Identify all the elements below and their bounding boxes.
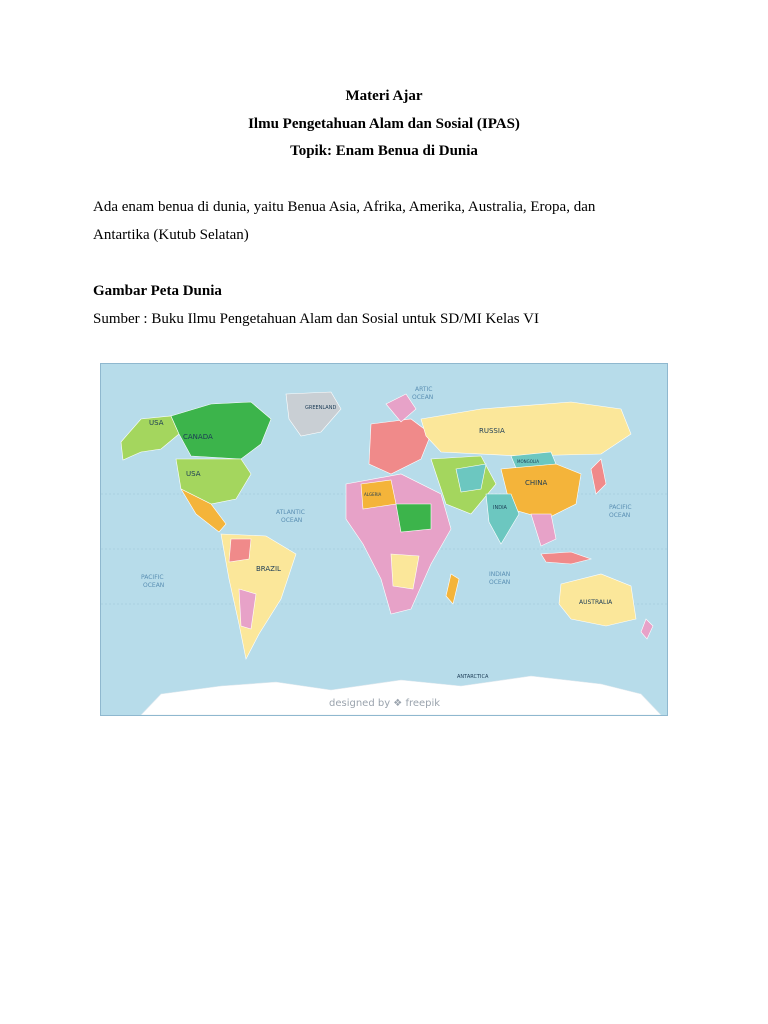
russia-shape	[421, 402, 631, 456]
world-map-image	[100, 363, 668, 716]
canada-shape	[171, 402, 271, 459]
freepik-watermark: designed by ❖ freepik	[329, 698, 441, 709]
label-usa: USA	[186, 470, 201, 478]
doc-title: Materi Ajar	[345, 88, 423, 104]
label-china: CHINA	[525, 479, 548, 487]
label-arctic-ocean-1: ARTIC	[415, 386, 433, 393]
world-map-svg	[101, 364, 667, 715]
map-source: Sumber : Buku Ilmu Pengetahuan Alam dan Sosial untuk SD/MI Kelas VI	[93, 311, 539, 327]
greenland-shape	[286, 392, 341, 436]
label-arctic-ocean-2: OCEAN	[412, 394, 434, 401]
label-australia: AUSTRALIA	[579, 599, 613, 606]
label-mongolia: MONGOLIA	[517, 459, 539, 464]
doc-topic: Topik: Enam Benua di Dunia	[290, 143, 478, 159]
label-indian-ocean-1: INDIAN	[489, 571, 511, 578]
label-greenland: GREENLAND	[305, 405, 337, 411]
label-brazil: BRAZIL	[256, 565, 281, 573]
label-indian-ocean-2: OCEAN	[489, 579, 511, 586]
label-russia: RUSSIA	[479, 427, 505, 435]
label-pacific-east-2: OCEAN	[609, 512, 631, 519]
intro-line-1: Ada enam benua di dunia, yaitu Benua Asia, Afrika, Amerika, Australia, Eropa, dan	[93, 199, 596, 215]
intro-line-2: Antartika (Kutub Selatan)	[93, 227, 249, 243]
doc-subject: Ilmu Pengetahuan Alam dan Sosial (IPAS)	[248, 116, 520, 132]
label-canada: CANADA	[183, 433, 213, 441]
label-atlantic-ocean-1: ATLANTIC	[276, 509, 306, 516]
antarctica-shape	[141, 676, 661, 715]
label-atlantic-ocean-2: OCEAN	[281, 517, 303, 524]
map-heading: Gambar Peta Dunia	[93, 283, 222, 299]
label-usa-alaska: USA	[149, 419, 164, 427]
intro-paragraph	[93, 193, 595, 249]
label-pacific-east-1: PACIFIC	[609, 504, 632, 511]
label-pacific-west-1: PACIFIC	[141, 574, 164, 581]
label-india: INDIA	[493, 505, 507, 511]
label-pacific-west-2: OCEAN	[143, 582, 165, 589]
label-algeria: ALGERIA	[364, 492, 382, 497]
europe-shape	[369, 419, 431, 474]
label-antarctica: ANTARCTICA	[457, 674, 489, 680]
india-shape	[486, 494, 519, 544]
